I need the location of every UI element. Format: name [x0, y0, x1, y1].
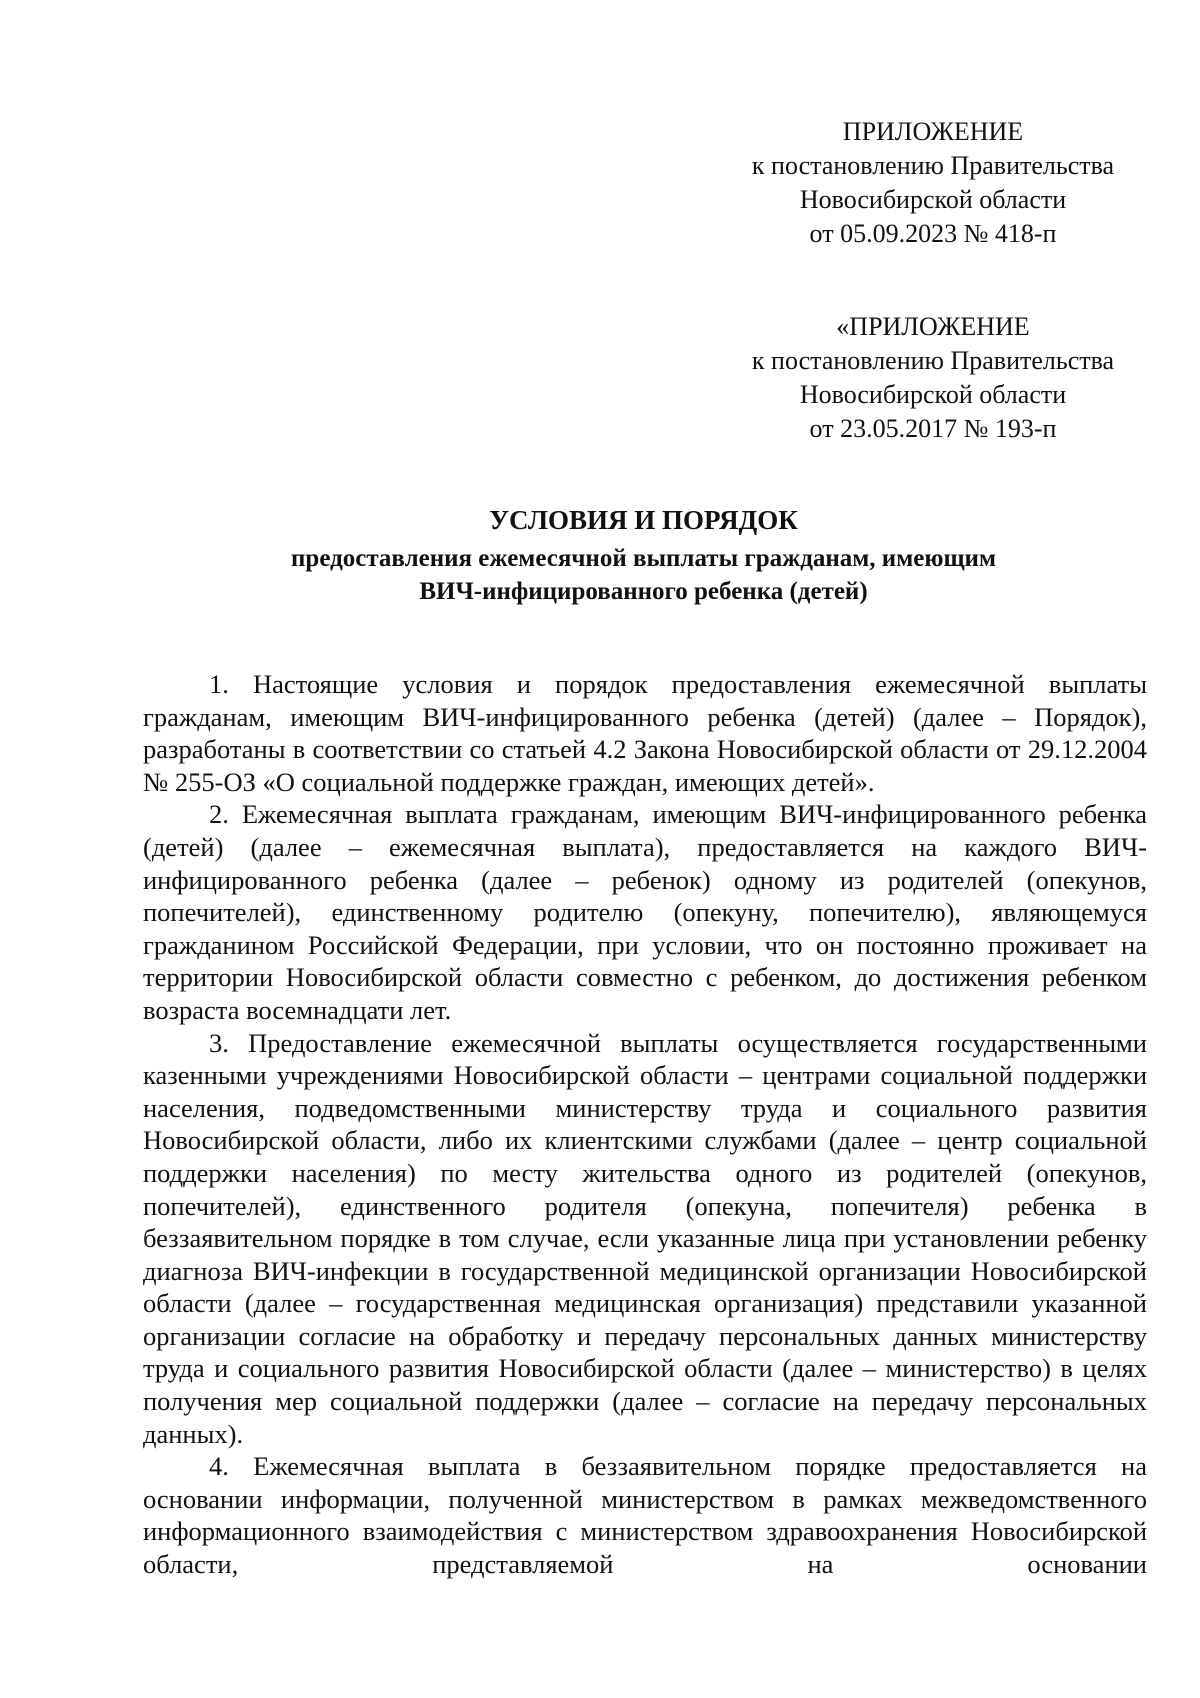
appendix-label: «ПРИЛОЖЕНИЕ [836, 312, 1030, 341]
paragraph-2: 2. Ежемесячная выплата гражданам, имеющим ВИЧ-инфицированного ребенка (детей) (далее – ежемесячная выплата), предоставляется на каждого ВИЧ-инфицированного ребенка (далее – ребенок) одному из родителей (опекунов, попечителей), единственному родителю (опекуну, попечителю), являющемуся гражданином Российской Федерации, при условии, что он постоянно проживает на территории Новосибирской области совместно с ребенком, до достижения ребенком возраста восемнадцати лет. [143, 799, 1147, 1025]
appendix-resolution-ref: к постановлению Правительства [751, 346, 1115, 375]
appendix-date-number: от 05.09.2023 № 418-п [809, 219, 1057, 248]
paragraph-1: 1. Настоящие условия и порядок предоставления ежемесячной выплаты гражданам, имеющим ВИЧ-инфицированного ребенка (детей) (далее – Порядок), разработаны в соответствии со статьей 4.2 Закона Новосибирской области от 29.12.2004 № 255-ОЗ «О социальной поддержке граждан, имеющих детей». [143, 669, 1147, 797]
appendix-header-original [720, 310, 1146, 446]
appendix-region: Новосибирской области [799, 185, 1067, 214]
document-title [140, 502, 1147, 608]
appendix-region: Новосибирской области [799, 380, 1067, 409]
appendix-date-number: от 23.05.2017 № 193-п [809, 414, 1057, 443]
paragraph-3: 3. Предоставление ежемесячной выплаты осуществляется государственными казенными учреждениями Новосибирской области – центрами социальной поддержки населения, подведомственными министерству труда и социального развития Новосибирской области, либо их клиентскими службами (далее – центр социальной поддержки населения) по месту жительства одного из родителей (опекунов, попечителей), единственного родителя (опекуна, попечителя) ребенка в беззаявительном порядке в том случае, если указанные лица при установлении ребенку диагноза ВИЧ-инфекции в государственной медицинской организации Новосибирской области (далее – государственная медицинская организация) представили указанной организации согласие на обработку и передачу персональных данных министерству труда и социального развития Новосибирской области (далее – министерство) в целях получения мер социальной поддержки (далее – согласие на передачу персональных данных). [143, 1027, 1147, 1449]
paragraph-4: 4. Ежемесячная выплата в беззаявительном порядке предоставляется на основании информации, полученной министерством в рамках межведомственного информационного взаимодействия с министерством здравоохранения Новосибирской области, представляемой на основании [143, 1451, 1147, 1580]
appendix-header-current [720, 115, 1146, 251]
title-subtitle-line-1: предоставления ежемесячной выплаты гражданам, имеющим [291, 545, 996, 572]
document-body [143, 668, 1147, 1581]
title-main: УСЛОВИЯ И ПОРЯДОК [489, 505, 798, 535]
title-subtitle-line-2: ВИЧ-инфицированного ребенка (детей) [419, 578, 868, 605]
appendix-label: ПРИЛОЖЕНИЕ [842, 117, 1024, 146]
appendix-resolution-ref: к постановлению Правительства [751, 151, 1115, 180]
